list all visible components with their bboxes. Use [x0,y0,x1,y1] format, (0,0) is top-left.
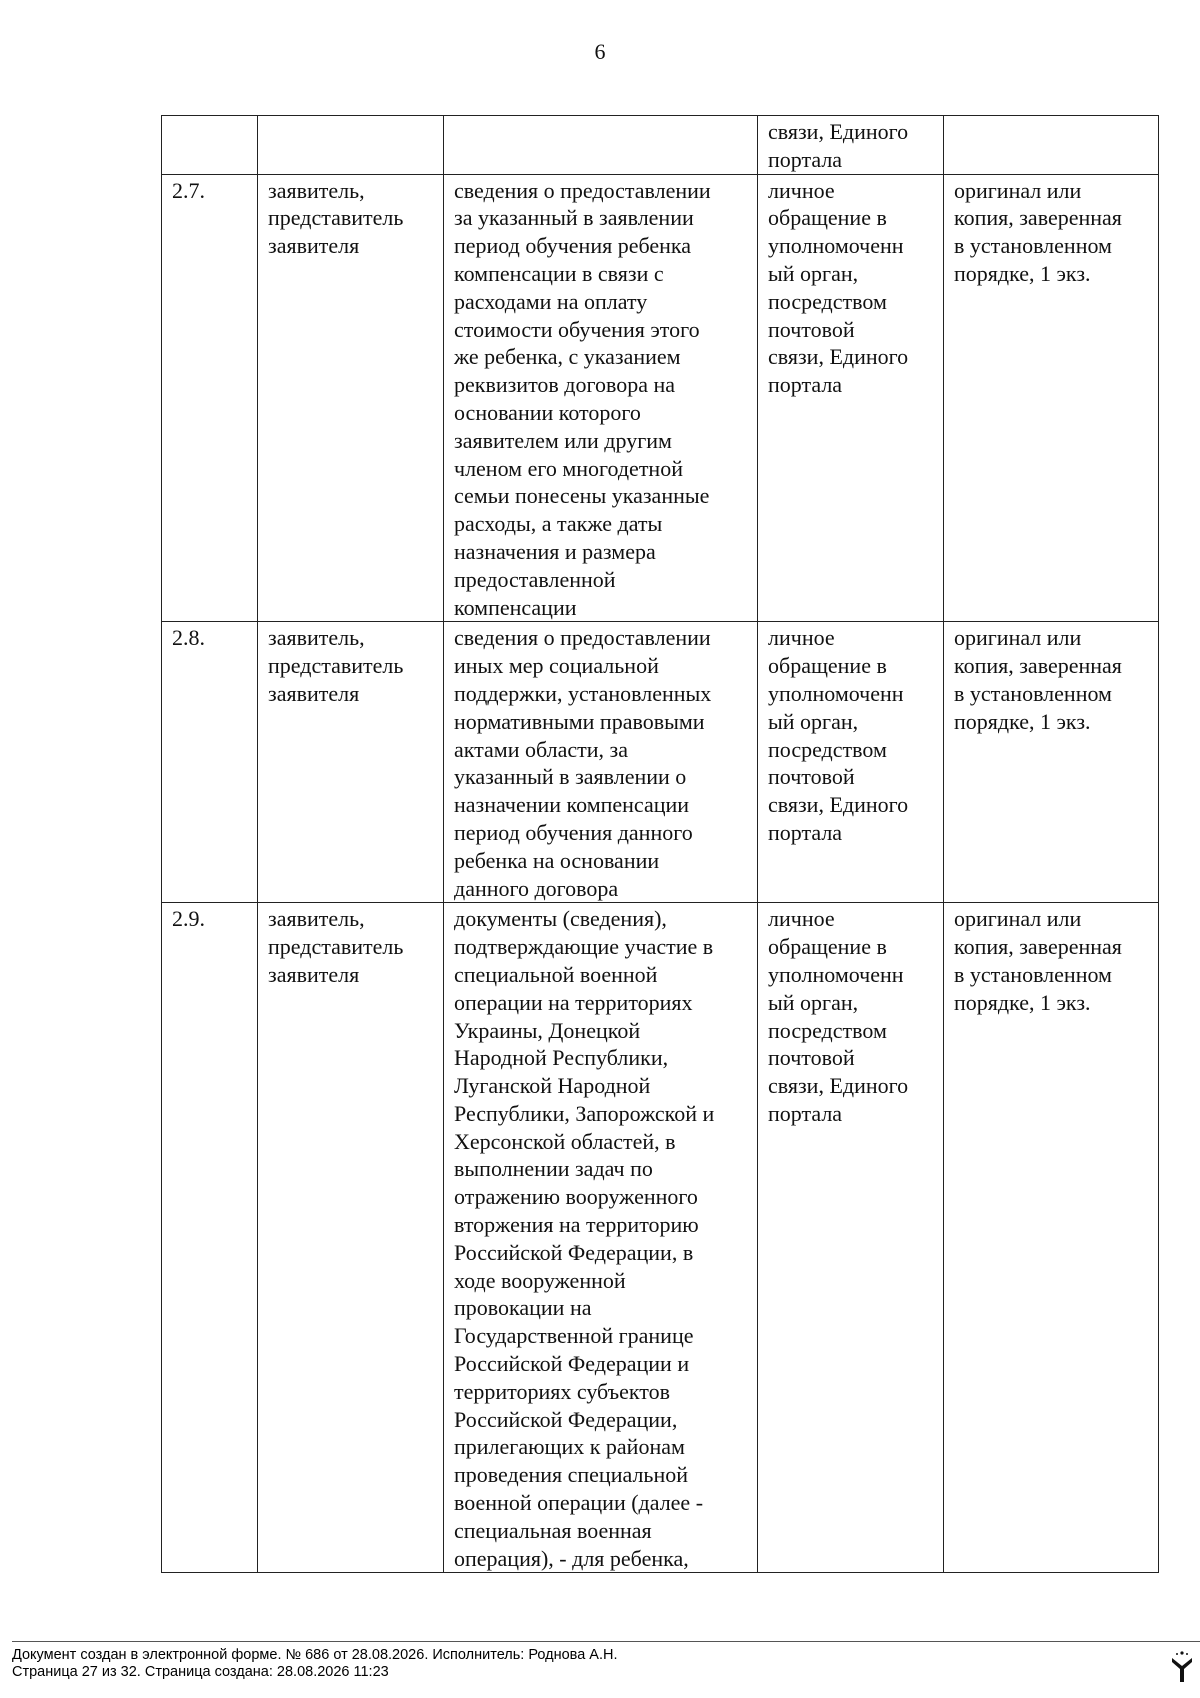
footer-line-1: Документ создан в электронной форме. № 686 от 28.08.2026. Исполнитель: Роднова А.Н. [12,1647,618,1663]
table-row [162,174,1159,622]
cell-submitter: заявитель, представитель заявителя [258,174,444,622]
cell-number: 2.8. [162,622,258,903]
table-row [162,116,1159,175]
footer-divider [12,1641,1200,1642]
cell-submitter: заявитель, представитель заявителя [258,622,444,903]
cell-form [944,116,1159,175]
cell-method: личное обращение в уполномоченн ый орган, посредством почтовой связи, Единого портала [758,622,944,903]
table-row [162,903,1159,1573]
emblem-icon [1170,1650,1194,1684]
cell-submitter: заявитель, представитель заявителя [258,903,444,1573]
cell-form: оригинал или копия, заверенная в установленном порядке, 1 экз. [944,174,1159,622]
cell-method: связи, Единого портала [758,116,944,175]
cell-method: личное обращение в уполномоченн ый орган, посредством почтовой связи, Единого портала [758,903,944,1573]
cell-form: оригинал или копия, заверенная в установленном порядке, 1 экз. [944,622,1159,903]
cell-number: 2.9. [162,903,258,1573]
cell-number: 2.7. [162,174,258,622]
table-row [162,622,1159,903]
cell-document: сведения о предоставлении за указанный в заявлении период обучения ребенка компенсации в связи с расходами на оплату стоимости обучения этого же ребенка, с указанием реквизитов договора на основании которого заявителем или другим членом его многодетной семьи понесены указанные расходы, а также даты назначения и размера предоставленной компенсации [444,174,758,622]
cell-form: оригинал или копия, заверенная в установленном порядке, 1 экз. [944,903,1159,1573]
page-number: 6 [594,39,606,64]
cell-submitter [258,116,444,175]
documents-table [161,115,1159,1573]
cell-number [162,116,258,175]
footer-info [12,1647,618,1681]
cell-document [444,116,758,175]
cell-document: сведения о предоставлении иных мер социальной поддержки, установленных нормативными правовыми актами области, за указанный в заявлении о назначении компенсации период обучения данного ребенка на основании данного договора [444,622,758,903]
footer-line-2: Страница 27 из 32. Страница создана: 28.08.2026 11:23 [12,1664,389,1680]
cell-document: документы (сведения), подтверждающие участие в специальной военной операции на территориях Украины, Донецкой Народной Республики, Луганской Народной Республики, Запорожской и Херсонской областей, в выполнении задач по отражению вооруженного вторжения на территорию Российской Федерации, в ходе вооруженной провокации на Государственной границе Российской Федерации и территориях субъектов Российской Федерации, прилегающих к районам проведения специальной военной операции (далее - специальная военная операция), - для ребенка, [444,903,758,1573]
cell-method: личное обращение в уполномоченн ый орган, посредством почтовой связи, Единого портала [758,174,944,622]
